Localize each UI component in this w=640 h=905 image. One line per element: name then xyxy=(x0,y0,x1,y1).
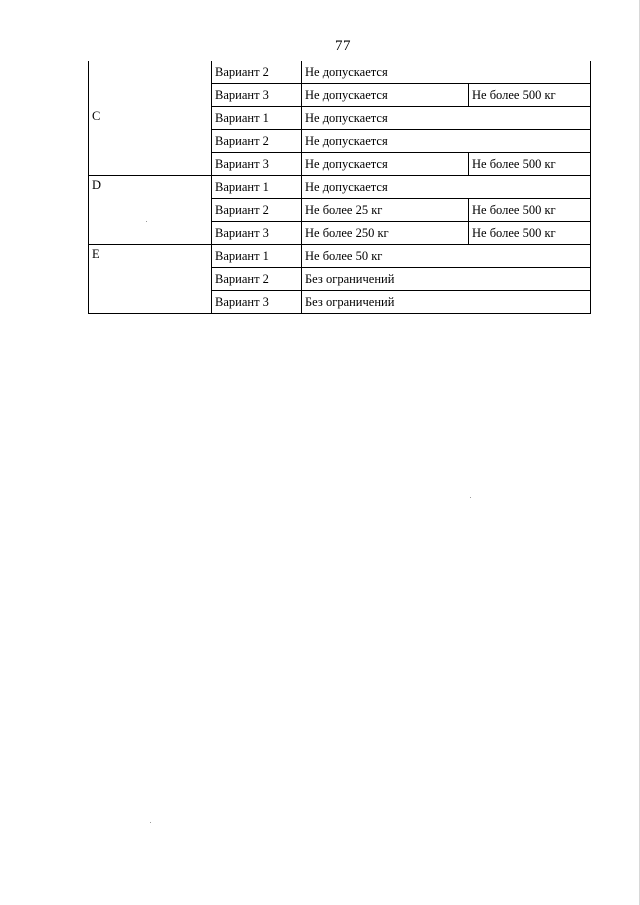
variant-cell: Вариант 1 xyxy=(212,245,302,268)
value-cell: Не более 25 кг xyxy=(302,199,469,222)
limit-cell: Не более 500 кг xyxy=(469,222,591,245)
limit-cell: Не более 500 кг xyxy=(469,84,591,107)
limit-cell: Не более 500 кг xyxy=(469,199,591,222)
variant-cell: Вариант 2 xyxy=(212,268,302,291)
category-cell: D xyxy=(89,176,212,245)
variant-cell: Вариант 3 xyxy=(212,222,302,245)
table-row xyxy=(89,61,591,84)
variant-cell: Вариант 2 xyxy=(212,130,302,153)
table-row xyxy=(89,245,591,268)
variant-cell: Вариант 3 xyxy=(212,84,302,107)
value-cell: Не более 50 кг xyxy=(302,245,591,268)
page-number: 77 xyxy=(335,38,351,54)
variant-cell: Вариант 3 xyxy=(212,153,302,176)
value-cell: Не допускается xyxy=(302,61,591,84)
value-cell: Не допускается xyxy=(302,153,469,176)
scan-speck xyxy=(470,497,471,498)
table-row xyxy=(89,176,591,199)
value-cell: Без ограничений xyxy=(302,268,591,291)
limit-cell: Не более 500 кг xyxy=(469,153,591,176)
value-cell: Без ограничений xyxy=(302,291,591,314)
table-row xyxy=(89,107,591,130)
value-cell: Не допускается xyxy=(302,176,591,199)
value-cell: Не более 250 кг xyxy=(302,222,469,245)
restrictions-table xyxy=(88,61,591,314)
scan-speck xyxy=(146,221,147,222)
variant-cell: Вариант 2 xyxy=(212,199,302,222)
category-cell xyxy=(89,61,212,107)
value-cell: Не допускается xyxy=(302,84,469,107)
variant-cell: Вариант 3 xyxy=(212,291,302,314)
value-cell: Не допускается xyxy=(302,130,591,153)
variant-cell: Вариант 1 xyxy=(212,107,302,130)
category-cell: E xyxy=(89,245,212,314)
category-cell: C xyxy=(89,107,212,176)
variant-cell: Вариант 1 xyxy=(212,176,302,199)
variant-cell: Вариант 2 xyxy=(212,61,302,84)
value-cell: Не допускается xyxy=(302,107,591,130)
scan-speck xyxy=(150,822,151,823)
